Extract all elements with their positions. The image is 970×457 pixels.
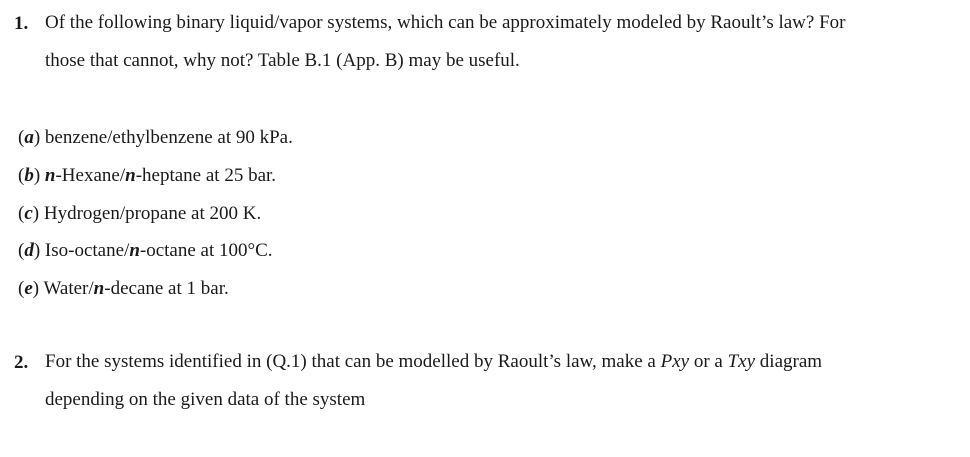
text-run: diagram <box>755 351 823 372</box>
option-text: -decane at 1 bar. <box>104 278 229 299</box>
question-2 <box>14 352 964 419</box>
option-text: -heptane at 25 bar. <box>135 165 277 186</box>
option-text: benzene/ethylbenzene at 90 kPa. <box>44 127 293 148</box>
option-text: -octane at 100°C. <box>139 240 273 261</box>
option-text: Water/ <box>43 278 94 299</box>
italic-n: n <box>93 278 105 299</box>
option-label: b <box>24 165 34 186</box>
question-line: depending on the given data of the system <box>45 389 366 410</box>
option-text: -Hexane/ <box>55 165 126 186</box>
option-label: e <box>24 278 33 299</box>
option-label: d <box>24 240 34 261</box>
text-run: For the systems identified in (Q.1) that can be modelled by Raoult’s law, make a <box>45 351 661 372</box>
option-text: Iso-octane/ <box>44 240 130 261</box>
txy-term: Txy <box>727 351 756 372</box>
option-label: a <box>24 127 34 148</box>
text-run: or a <box>689 351 728 372</box>
option-label: c <box>24 203 33 224</box>
option-text: Hydrogen/propane at 200 K. <box>43 203 262 224</box>
option-a: (a) benzene/ethylbenzene at 90 kPa. <box>18 127 293 148</box>
pxy-term: Pxy <box>660 351 690 372</box>
italic-n: n <box>44 165 56 186</box>
question-line <box>45 343 964 381</box>
italic-n: n <box>129 240 140 261</box>
question-line: those that cannot, why not? Table B.1 (App. B) may be useful. <box>45 50 520 71</box>
question-number: 2. <box>14 352 29 373</box>
question-line: Of the following binary liquid/vapor systems, which can be approximately modeled by Raoult’s law? For <box>45 12 846 33</box>
option-e: (e) Water/n-decane at 1 bar. <box>18 278 229 299</box>
question-text <box>45 343 964 419</box>
option-c: (c) Hydrogen/propane at 200 K. <box>18 203 262 224</box>
question-number: 1. <box>14 13 29 34</box>
question-1 <box>14 13 964 80</box>
question-text <box>45 4 964 80</box>
italic-n: n <box>125 165 136 186</box>
option-b: (b) n-Hexane/n-heptane at 25 bar. <box>18 165 277 186</box>
option-d: (d) Iso-octane/n-octane at 100°C. <box>18 240 273 261</box>
